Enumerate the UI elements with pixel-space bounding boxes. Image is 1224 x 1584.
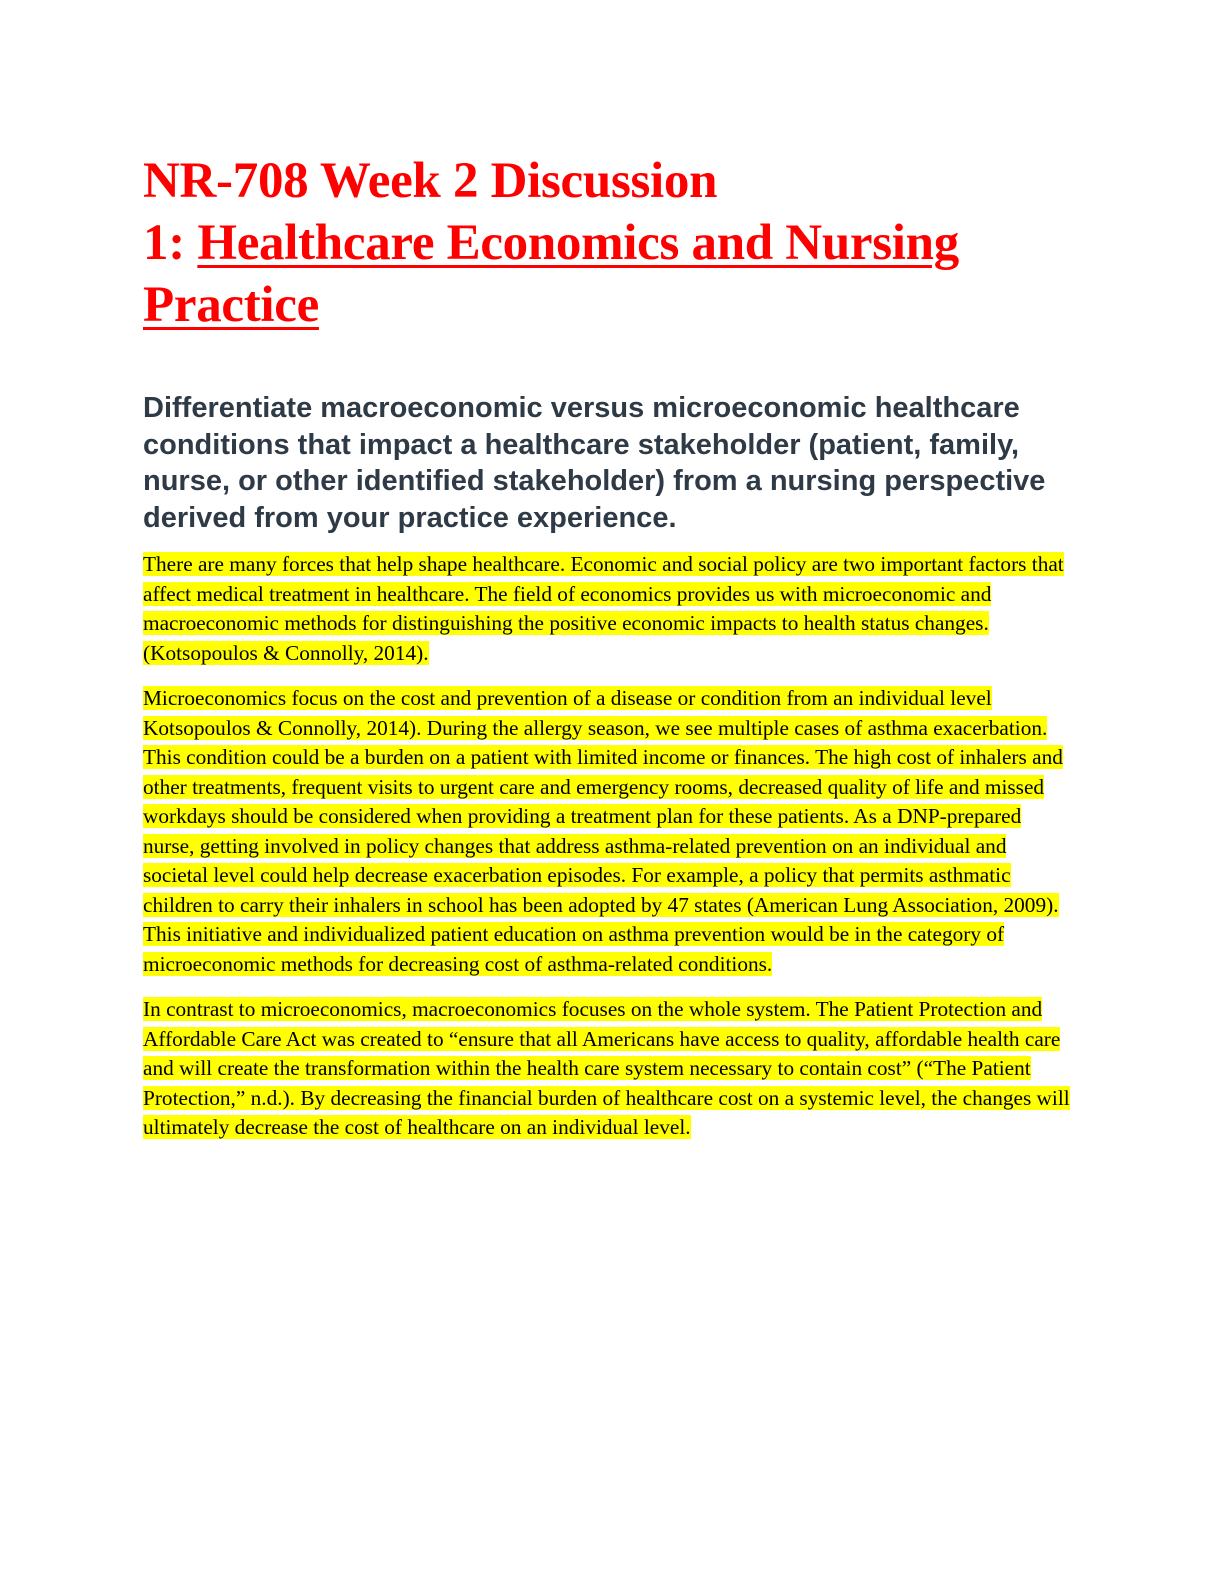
highlighted-text: Microeconomics focus on the cost and prevention of a disease or condition from an individual level Kotsopoulos & Connolly, 2014). During the allergy season, we see multiple cases of asthma exacerbation. This condition could be a burden on a patient with limited income or finances. The high cost of inhalers and other treatments, frequent visits to urgent care and emergency rooms, decreased quality of life and missed workdays should be considered when providing a treatment plan for these patients. As a DNP-prepared nurse, getting involved in policy changes that address asthma-related prevention on an individual and societal level could help decrease exacerbation episodes. For example, a policy that permits asthmatic children to carry their inhalers in school has been adopted by 47 states (American Lung Association, 2009). This initiative and individualized patient education on asthma prevention would be in the category of microeconomic methods for decreasing cost of asthma-related conditions.: [143, 686, 1063, 976]
paragraph-intro: [143, 550, 1073, 668]
paragraph-microeconomics: [143, 684, 1073, 979]
title-line-1: NR-708 Week 2 Discussion: [143, 153, 718, 209]
document-title: [143, 150, 1083, 336]
document-page: [143, 150, 1083, 1143]
highlighted-text: In contrast to microeconomics, macroeconomics focuses on the whole system. The Patient Protection and Affordable Care Act was created to “ensure that all Americans have access to quality, affordable health care and will create the transformation within the health care system necessary to contain cost” (“The Patient Protection,” n.d.). By decreasing the financial burden of healthcare cost on a systemic level, the changes will ultimately decrease the cost of healthcare on an individual level.: [143, 997, 1070, 1139]
title-prefix: 1:: [143, 215, 198, 271]
title-underlined: Healthcare Economics and Nursing Practice: [143, 215, 959, 333]
paragraph-macroeconomics: [143, 995, 1073, 1143]
highlighted-text: There are many forces that help shape healthcare. Economic and social policy are two important factors that affect medical treatment in healthcare. The field of economics provides us with microeconomic and macroeconomic methods for distinguishing the positive economic impacts to health status changes. (Kotsopoulos & Connolly, 2014).: [143, 552, 1064, 665]
discussion-prompt: Differentiate macroeconomic versus microeconomic healthcare conditions that impact a healthcare stakeholder (patient, family, nurse, or other identified stakeholder) from a nursing perspective derived from your practice experience.: [143, 392, 1046, 534]
